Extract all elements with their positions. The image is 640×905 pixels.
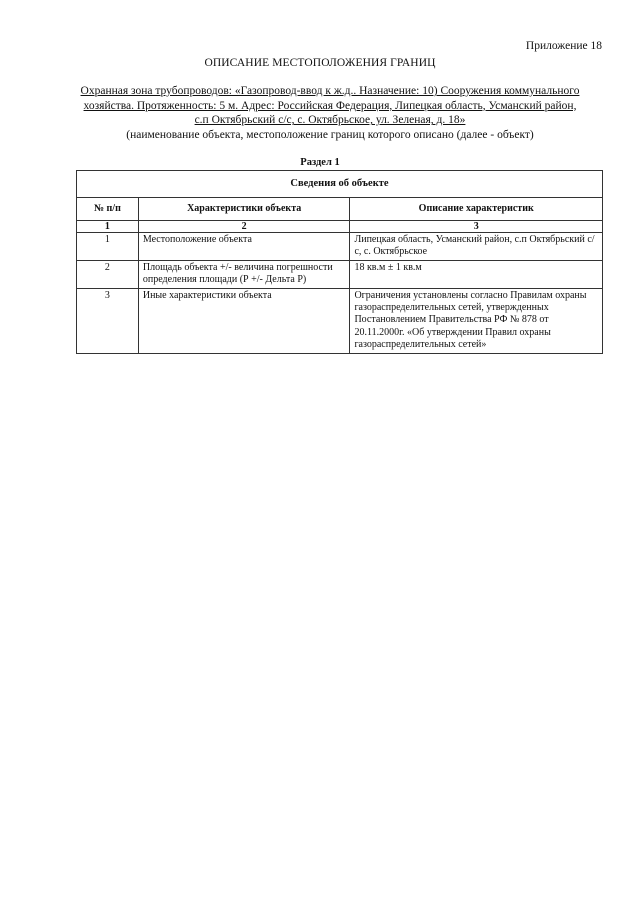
column-number: 2 <box>138 221 350 233</box>
row-characteristic: Местоположение объекта <box>138 233 350 261</box>
object-description-block <box>80 84 580 142</box>
document-title: ОПИСАНИЕ МЕСТОПОЛОЖЕНИЯ ГРАНИЦ <box>204 57 436 69</box>
column-number: 3 <box>350 221 603 233</box>
row-characteristic: Площадь объекта +/- величина погрешности определения площади (Р +/- Дельта Р) <box>138 260 350 288</box>
row-number: 1 <box>77 233 139 261</box>
table-header-row <box>77 198 603 221</box>
table-row <box>77 260 603 288</box>
row-characteristic: Иные характеристики объекта <box>138 288 350 353</box>
column-header-description: Описание характеристик <box>350 198 603 221</box>
row-description: Ограничения установлены согласно Правилам охраны газораспределительных сетей, утвержденных Постановлением Правительства РФ № 878 от 20.11.2000г. «Об утверждении Правил охраны газораспределительных сетей» <box>350 288 603 353</box>
appendix-label: Приложение 18 <box>525 40 602 52</box>
table-row <box>77 288 603 353</box>
table-caption-row <box>77 171 603 198</box>
object-caption: (наименование объекта, местоположение границ которого описано (далее - объект) <box>126 128 534 141</box>
column-header-characteristic: Характеристики объекта <box>138 198 350 221</box>
column-number-row <box>77 221 603 233</box>
row-description: Липецкая область, Усманский район, с.п Октябрьский с/с, с. Октябрьское <box>350 233 603 261</box>
column-header-number: № п/п <box>77 198 139 221</box>
row-number: 2 <box>77 260 139 288</box>
column-number: 1 <box>77 221 139 233</box>
row-number: 3 <box>77 288 139 353</box>
row-description: 18 кв.м ± 1 кв.м <box>350 260 603 288</box>
table-row <box>77 233 603 261</box>
object-name: Охранная зона трубопроводов: «Газопровод-ввод к ж.д.. Назначение: 10) Сооружения коммунального хозяйства. Протяженность: 5 м. Адрес: Российская Федерация, Липецкая область, Усманский район, с.п Октябрьский с/с, с. Октябрьское, ул. Зеленая, д. 18» <box>80 85 580 127</box>
object-info-table <box>76 170 603 354</box>
table-caption: Сведения об объекте <box>77 171 603 198</box>
section-label: Раздел 1 <box>300 157 340 168</box>
